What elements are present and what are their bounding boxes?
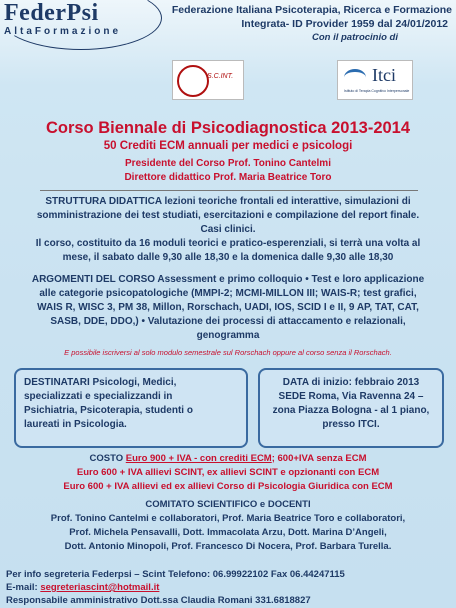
committee-line: Prof. Michela Pensavalli, Dott. Immacolata Arzu, Dott. Marina D’Angeli, xyxy=(69,527,387,538)
start-line: DATA di inizio: febbraio 2013 xyxy=(282,377,420,388)
divider xyxy=(40,190,418,191)
committee-section xyxy=(0,498,456,554)
itci-wave-icon xyxy=(344,69,366,86)
recipients-box xyxy=(14,368,248,448)
logo-subtitle: AltaFormazione xyxy=(4,26,122,37)
header-line-3: Con il patrocinio di xyxy=(311,32,398,43)
logo-brand: FederPsi xyxy=(4,0,99,26)
costs-line-1 xyxy=(0,452,456,466)
recipients-line: laureati in Psicologia. xyxy=(24,419,127,430)
structure-line: Casi clinici. xyxy=(200,224,256,235)
start-date-box xyxy=(258,368,444,448)
scint-logo-text: S.C.INT. xyxy=(207,73,234,80)
topics-line: ARGOMENTI DEL CORSO Assessment e primo colloquio • Test e loro applicazione xyxy=(31,274,425,285)
structure-section xyxy=(4,195,452,265)
topics-line: SASB, DDE, DDO,) • Valutazione dei processi di attaccamento e relazionali, xyxy=(50,316,406,327)
costs-label: COSTO xyxy=(89,453,124,464)
scint-logo xyxy=(172,60,244,100)
enrollment-note: E possibile iscriversi al solo modulo semestrale sul Rorschach oppure al corso senza il Rorschach. xyxy=(64,348,392,357)
costs-ecm: Euro 900 + IVA - con crediti ECM xyxy=(125,453,272,464)
topics-section xyxy=(4,273,452,343)
course-title: Corso Biennale di Psicodiagnostica 2013-2014 xyxy=(45,119,411,137)
committee-line: Dott. Antonio Minopoli, Prof. Francesco Di Nocera, Prof. Barbara Turella. xyxy=(64,541,392,552)
footer-email-row xyxy=(6,581,450,594)
recipients-line: DESTINATARI Psicologi, Medici, xyxy=(24,377,177,388)
course-subtitle: 50 Crediti ECM annuali per medici e psicologi xyxy=(103,140,353,152)
structure-line: somministrazione dei test studiati, esercitazioni e compilazione del report finale. xyxy=(36,210,420,221)
committee-heading: COMITATO SCIENTIFICO e DOCENTI xyxy=(145,499,311,510)
footer-admin: Responsabile amministrativo Dott.ssa Claudia Romani 331.6818827 xyxy=(6,595,311,606)
topics-line: alle categorie psicopatologiche (MMPI-2; MCMI-MILLON III; WAIS-R; test grafici, xyxy=(39,288,417,299)
structure-line: mese, il sabato dalle 9,30 alle 18,30 e la domenica dalle 9,30 alle 18,30 xyxy=(62,252,394,263)
structure-line: STRUTTURA DIDATTICA lezioni teoriche frontali ed interattive, simulazioni di xyxy=(45,196,411,207)
recipients-line: specializzati e specializzandi in xyxy=(24,391,173,402)
costs-line-3: Euro 600 + IVA allievi ed ex allievi Corso di Psicologia Giuridica con ECM xyxy=(63,481,393,492)
header-line-1: Federazione Italiana Psicoterapia, Ricerca e Formazione xyxy=(171,4,452,16)
topics-line: genogramma xyxy=(196,330,260,341)
start-line: presso ITCI. xyxy=(322,419,380,430)
footer xyxy=(6,568,450,607)
course-director: Direttore didattico Prof. Maria Beatrice Toro xyxy=(124,172,332,183)
committee-line: Prof. Tonino Cantelmi e collaboratori, Prof. Maria Beatrice Toro e collaboratori, xyxy=(50,513,406,524)
footer-email-link[interactable]: segreteriascint@hotmail.it xyxy=(40,582,160,593)
header xyxy=(152,3,452,45)
costs-section xyxy=(0,452,456,494)
footer-email-label: E-mail: xyxy=(6,582,41,593)
structure-line: Il corso, costituito da 16 moduli teorici e pratico-esperenziali, si terrà una volta al xyxy=(35,238,421,249)
costs-no-ecm: ; 600+IVA senza ECM xyxy=(271,453,367,464)
topics-line: WAIS R, WISC 3, PM 38, Millon, Rorschach, UADI, IOS, SCID I e II, 9 AP, TAT, CAT, xyxy=(37,302,419,313)
course-president: Presidente del Corso Prof. Tonino Cantelmi xyxy=(125,158,331,169)
header-line-2: Integrata- ID Provider 1959 dal 24/01/2012 xyxy=(241,18,448,30)
recipients-line: Psichiatria, Psicoterapia, studenti o xyxy=(24,405,193,416)
itci-logo-caption: Istituto di Terapia Cognitivo Interpersonale xyxy=(344,89,410,93)
start-line: SEDE Roma, Via Ravenna 24 – xyxy=(278,391,424,402)
itci-logo xyxy=(337,60,413,100)
costs-line-2: Euro 600 + IVA allievi SCINT, ex allievi SCINT e opzionanti con ECM xyxy=(76,467,380,478)
start-line: zona Piazza Bologna - al 1 piano, xyxy=(272,405,430,416)
federpsi-logo xyxy=(0,0,145,44)
scint-mark-icon xyxy=(177,65,209,97)
footer-info: Per info segreteria Federpsi – Scint Telefono: 06.99922102 Fax 06.44247115 xyxy=(6,569,345,580)
itci-logo-text: Itci xyxy=(372,65,396,85)
